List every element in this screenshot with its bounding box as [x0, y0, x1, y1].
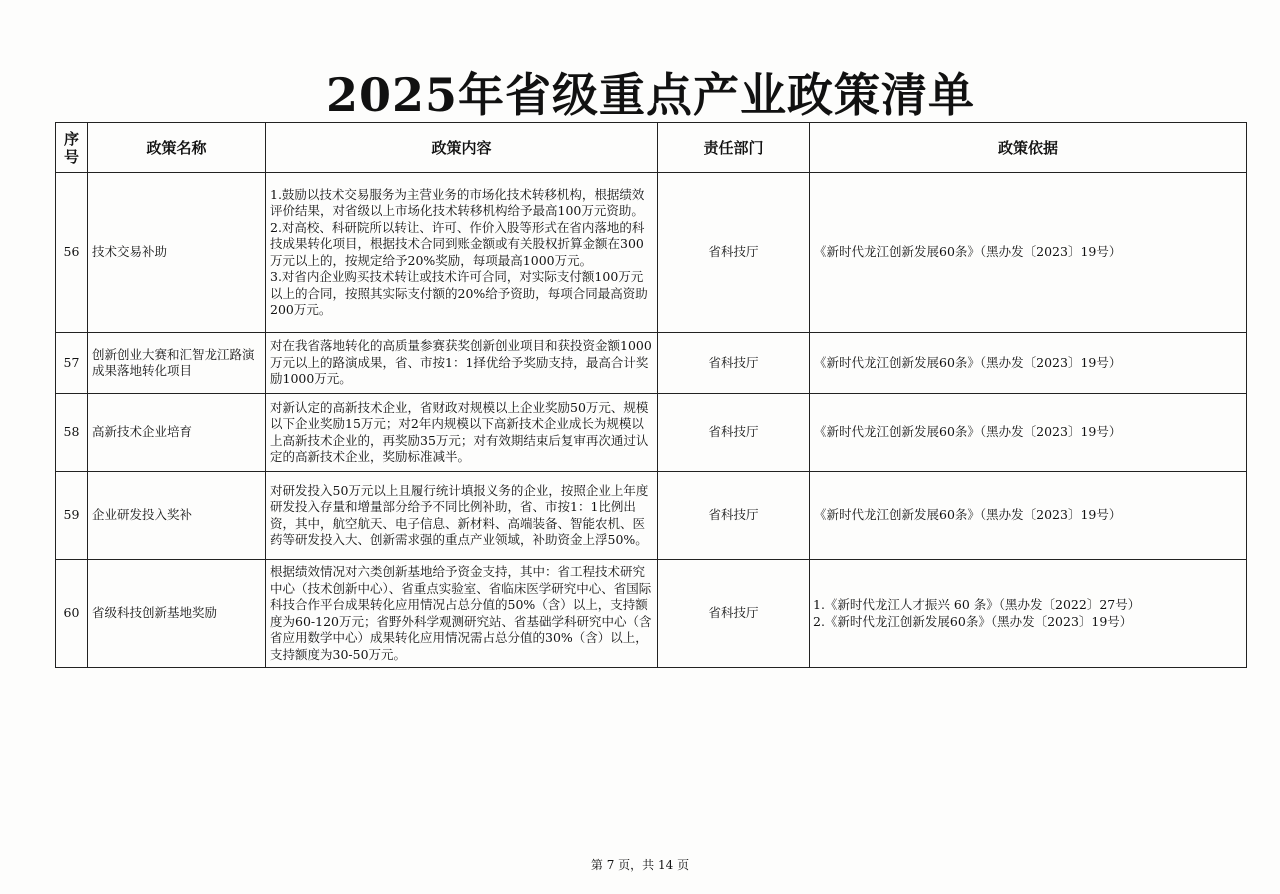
- table-row: [56, 472, 1247, 560]
- header-policy-name: 政策名称: [88, 123, 266, 173]
- header-policy-basis: 政策依据: [810, 123, 1247, 173]
- content-item: 3.对省内企业购买技术转让或技术许可合同，对实际支付额100万元以上的合同，按照其实际支付额的20%给予资助，每项合同最高资助200万元。: [270, 269, 648, 317]
- row-policy-name: 创新创业大赛和汇智龙江路演成果落地转化项目: [88, 333, 266, 394]
- row-policy-content: [266, 333, 658, 394]
- row-department: 省科技厅: [658, 173, 810, 333]
- row-policy-basis: [810, 560, 1247, 668]
- row-policy-basis: [810, 333, 1247, 394]
- row-policy-name: 技术交易补助: [88, 173, 266, 333]
- policy-table: [55, 122, 1247, 668]
- row-index: 59: [56, 472, 88, 560]
- basis-item: 《新时代龙江创新发展60条》（黑办发〔2023〕19号）: [814, 354, 1122, 370]
- table-header-row: [56, 123, 1247, 173]
- row-policy-basis: [810, 173, 1247, 333]
- basis-item: 《新时代龙江创新发展60条》（黑办发〔2023〕19号）: [814, 507, 1122, 523]
- basis-item: 《新时代龙江创新发展60条》（黑办发〔2023〕19号）: [814, 424, 1122, 440]
- row-index: 60: [56, 560, 88, 668]
- row-department: 省科技厅: [658, 333, 810, 394]
- table-row: [56, 560, 1247, 668]
- row-policy-content: [266, 394, 658, 472]
- row-policy-basis: [810, 394, 1247, 472]
- row-policy-basis: [810, 472, 1247, 560]
- row-index: 57: [56, 333, 88, 394]
- header-index-line2: 号: [63, 147, 79, 166]
- header-department: 责任部门: [658, 123, 810, 173]
- basis-item: 1.《新时代龙江人才振兴 60 条》（黑办发〔2022〕27号）: [813, 597, 1141, 612]
- basis-item: 《新时代龙江创新发展60条》（黑办发〔2023〕19号）: [814, 244, 1122, 260]
- header-index-line1: 序: [63, 129, 79, 148]
- content-item: 对新认定的高新技术企业，省财政对规模以上企业奖励50万元、规模以下企业奖励15万元；对2年内规模以下高新技术企业成长为规模以上高新技术企业的，再奖励35万元；对有效期结束后复审再次通过认定的高新技术企业，奖励标准减半。: [270, 399, 649, 464]
- basis-item: 2.《新时代龙江创新发展60条》（黑办发〔2023〕19号）: [813, 613, 1133, 629]
- content-item: 根据绩效情况对六类创新基地给予资金支持，其中：省工程技术研究中心（技术创新中心）、省重点实验室、省临床医学研究中心、省国际科技合作平台成果转化应用情况占总分值的50%（含）以上，支持额度为60-120万元；省野外科学观测研究站、省基础学科研究中心（含省应用数学中心）成果转化应用情况需占总分值的30%（含）以上，支持额度为30-50万元。: [270, 564, 652, 662]
- row-policy-name: 省级科技创新基地奖励: [88, 560, 266, 668]
- row-policy-content: [266, 472, 658, 560]
- table-row: [56, 333, 1247, 394]
- table-row: [56, 394, 1247, 472]
- page-title: 2025年省级重点产业政策清单: [325, 68, 976, 122]
- content-item: 对在我省落地转化的高质量参赛获奖创新创业项目和获投资金额1000万元以上的路演成果，省、市按1：1择优给予奖励支持，最高合计奖励1000万元。: [270, 338, 652, 387]
- content-item: 2.对高校、科研院所以转让、许可、作价入股等形式在省内落地的科技成果转化项目，根据技术合同到账金额或有关股权折算金额在300万元以上的，按规定给予20%奖励，每项最高1000万元。: [270, 219, 645, 268]
- row-policy-name: 企业研发投入奖补: [88, 472, 266, 560]
- row-index: 58: [56, 394, 88, 472]
- row-department: 省科技厅: [658, 394, 810, 472]
- header-policy-content: 政策内容: [266, 123, 658, 173]
- row-policy-name: 高新技术企业培育: [88, 394, 266, 472]
- row-index: 56: [56, 173, 88, 333]
- table-row: [56, 173, 1247, 333]
- row-department: 省科技厅: [658, 472, 810, 560]
- row-policy-content: [266, 560, 658, 668]
- row-policy-content: [266, 173, 658, 333]
- page-number: 第 7 页，共 14 页: [590, 858, 690, 872]
- row-department: 省科技厅: [658, 560, 810, 668]
- content-item: 对研发投入50万元以上且履行统计填报义务的企业，按照企业上年度研发投入存量和增量部分给予不同比例补助，省、市按1：1比例出资，其中，航空航天、电子信息、新材料、高端装备、智能农机、医药等研发投入大、创新需求强的重点产业领域，补助资金上浮50%。: [270, 482, 649, 547]
- content-item: 1.鼓励以技术交易服务为主营业务的市场化技术转移机构，根据绩效评价结果，对省级以上市场化技术转移机构给予最高100万元资助。: [270, 186, 645, 218]
- header-index: [56, 123, 88, 173]
